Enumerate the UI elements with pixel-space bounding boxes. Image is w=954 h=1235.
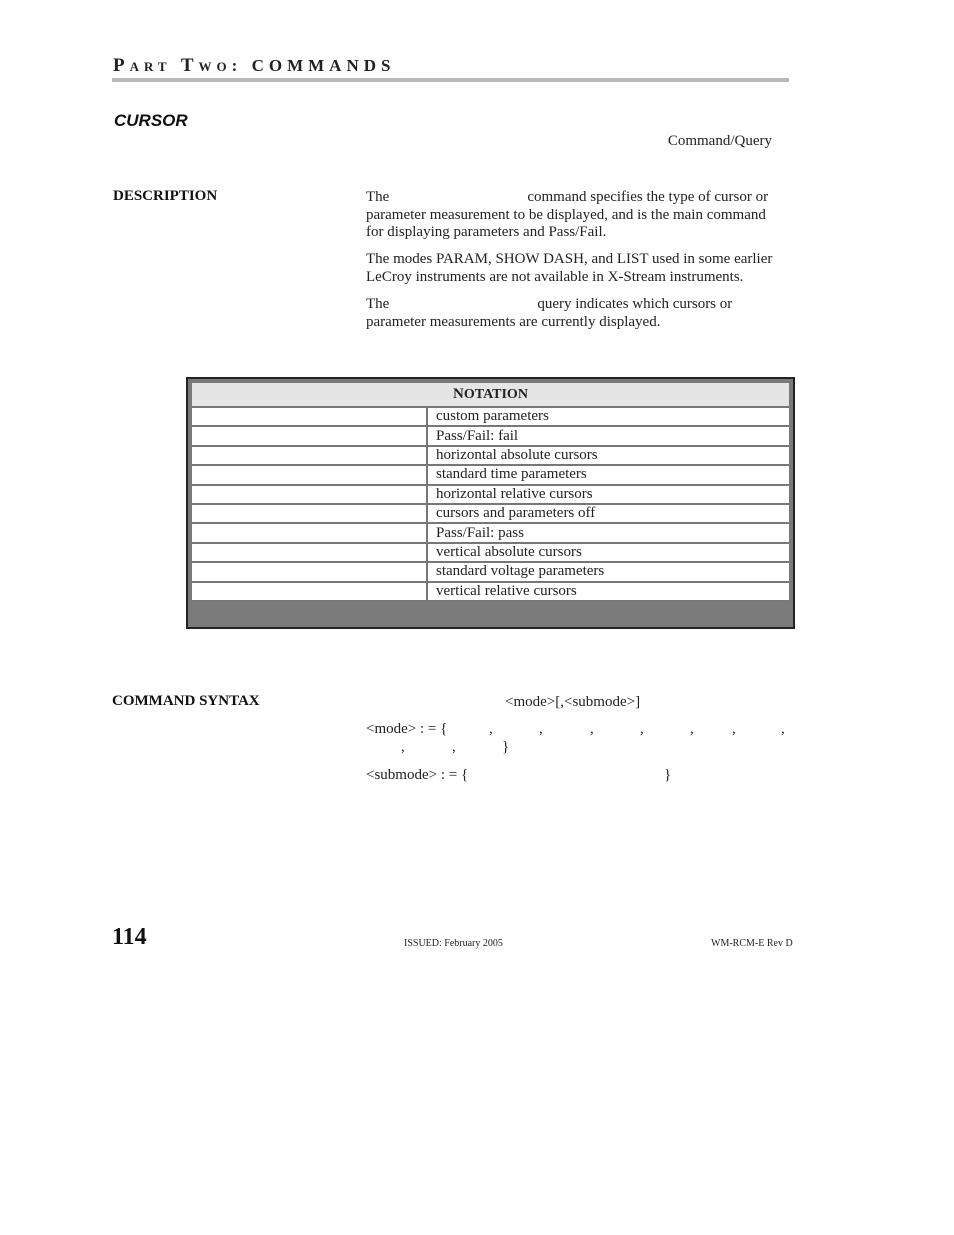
command-syntax-label: COMMAND SYNTAX	[112, 693, 260, 709]
table-row: horizontal relative cursors	[191, 485, 790, 504]
mode-separator: ,	[690, 721, 694, 737]
mode-close-brace: }	[502, 739, 510, 755]
mode-separator: ,	[640, 721, 644, 737]
notation-table	[186, 377, 795, 629]
page-number: 114	[112, 924, 147, 950]
command-type: Command/Query	[667, 133, 772, 149]
mode-separator: ,	[781, 721, 785, 737]
table-row: vertical relative cursors	[191, 582, 790, 601]
table-row: vertical absolute cursors	[191, 543, 790, 562]
mode-separator: ,	[732, 721, 736, 737]
mode-separator: ,	[401, 739, 405, 755]
revision-code: WM-RCM-E Rev D	[711, 938, 793, 949]
table-row: standard voltage parameters	[191, 562, 790, 581]
description-paragraph-1: The command specifies the type of cursor or parameter measurement to be displayed, and is the main command for displaying parameters and Pass/Fail.	[366, 189, 769, 240]
description-paragraph-2: The modes PARAM, SHOW DASH, and LIST used in some earlier LeCroy instruments are not available in X-Stream instruments.	[366, 251, 773, 285]
table-row: Pass/Fail: pass	[191, 523, 790, 542]
table-row: standard time parameters	[191, 465, 790, 484]
table-row: cursors and parameters off	[191, 504, 790, 523]
syntax-line: <mode>[,<submode>]	[505, 694, 641, 710]
command-title: CURSOR	[114, 111, 188, 130]
issued-date: ISSUED: February 2005	[404, 938, 503, 949]
table-row: Pass/Fail: fail	[191, 426, 790, 445]
mode-separator: ,	[590, 721, 594, 737]
mode-definition: <mode> : = {	[366, 721, 448, 737]
submode-close-brace: }	[664, 767, 672, 783]
running-header: PART TWO: COMMANDS	[113, 55, 396, 76]
header-rule	[112, 78, 789, 82]
mode-separator: ,	[539, 721, 543, 737]
table-row: horizontal absolute cursors	[191, 446, 790, 465]
notation-title: NOTATION	[191, 382, 790, 407]
mode-separator: ,	[489, 721, 493, 737]
submode-definition: <submode> : = {	[366, 767, 469, 783]
description-label: DESCRIPTION	[113, 188, 218, 204]
description-paragraph-3: The query indicates which cursors or parameter measurements are currently displayed.	[366, 296, 733, 330]
mode-separator: ,	[452, 739, 456, 755]
table-row: custom parameters	[191, 407, 790, 426]
